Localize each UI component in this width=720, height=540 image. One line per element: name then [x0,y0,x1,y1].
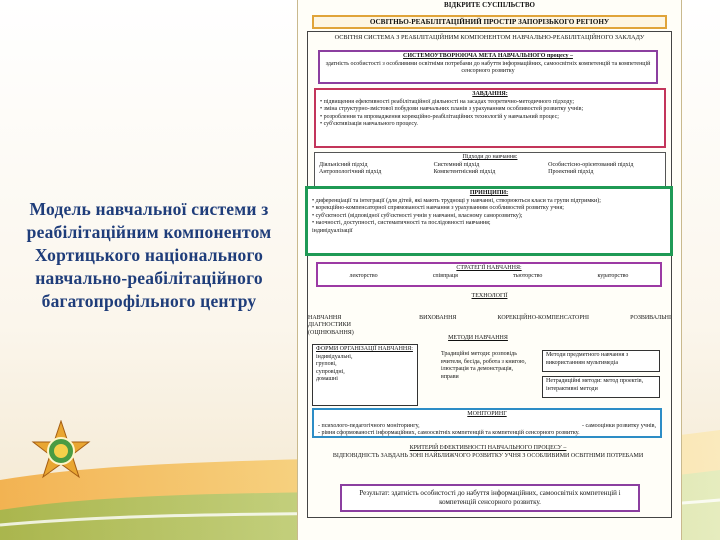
purpose-box [318,50,658,84]
strategy-item: кураторство [597,272,629,279]
center-emblem-logo [30,420,92,482]
strategies-box [316,262,662,287]
approach-item: Діяльнісний підхід [319,161,368,168]
strategies-title: СТРАТЕГІЇ НАВЧАННЯ: [456,265,522,271]
strategy-item: тьюторство [513,272,543,279]
approach-item: Системний підхід [433,161,480,168]
approach-item: Проектний підхід [548,169,594,176]
tasks-title: ЗАВДАННЯ: [472,91,508,97]
monitoring-item: - психолого-педагогічного моніторингу, [318,422,420,429]
technologies-block [298,292,681,334]
purpose-text: здатність особистості з особливими освітніми потребами до набуття інформаційних, самоосвітніх компетенцій та компетенцій сенсорного розвитку [325,60,651,75]
forms-title: ФОРМИ ОРГАНІЗАЦІЇ НАВЧАННЯ: [316,346,413,352]
model-diagram [297,0,682,540]
multimedia-methods-box: Методи предметного навчання з використанням мультимедіа [542,350,660,372]
task-item: • суб'єктивізація навчального процесу. [320,121,418,128]
approach-item: Особистісно-орієнтований підхід [548,161,634,168]
purpose-title: СИСТЕМОУТВОРЮЮЧА МЕТА НАВЧАЛЬНОГО процесу – [403,53,573,59]
forms-box [312,344,418,406]
monitoring-title: МОНІТОРИНГ [467,411,507,417]
technologies-title: ТЕХНОЛОГІЇ [471,293,508,299]
form-item: супровідні, [316,368,345,375]
form-item: домашні [316,376,338,383]
task-item: • розроблення та впровадження корекційно-реабілітаційних технологій у навчальний процес; [320,113,559,120]
principle-item: індивідуалізації [312,227,353,234]
result-title: Результат: [359,489,390,497]
technology-item: ВИХОВАННЯ [419,314,457,321]
result-box [340,484,640,512]
principles-box [305,186,673,256]
criteria-text: ВІДПОВІДНІСТЬ ЗАВДАНЬ ЗОНІ НАЙБЛИЖЧОГО РОЗВИТКУ УЧНЯ З ОСОБЛИВИМИ ОСВІТНІМИ ПОТРЕБАМИ [332,452,644,459]
task-item: • зміна структурно-змістової побудови навчальних планів з урахуванням особливостей розвитку учнів; [320,106,584,113]
regional-space-box: ОСВІТНЬО-РЕАБІЛІТАЦІЙНИЙ ПРОСТІР ЗАПОРІЗЬКОГО РЕГІОНУ [312,15,667,29]
open-society-heading: ВІДКРИТЕ СУСПІЛЬСТВО [444,1,535,9]
principle-item: • суб'єктності (відповідної суб'єктності учнів у навчанні, власному саморозвитку); [312,212,523,219]
tasks-box [314,88,666,148]
form-item: індивідуальні, [316,353,353,360]
principle-item: • диференціації та інтеграції (для дітей, які мають труднощі у навчанні, створюються класи та групи підтримки); [312,197,601,204]
technology-item: РОЗВИВАЛЬНІ [630,314,671,321]
monitoring-item: - самооцінки розвитку учнів, [581,422,656,429]
approach-item: Компетентнісний підхід [433,169,496,176]
approaches-box [314,152,666,188]
principle-item: • корекційно-компенсаторної спрямованості навчання з урахуванням особливостей розвитку учня; [312,205,564,212]
page-title: Модель навчальної системи з реабілітаційним компонентом Хортицького національного навчально-реабілітаційного багатопрофільного центру [26,199,272,311]
approaches-title: Підходи до навчання: [462,154,518,160]
principle-item: • наочності, доступності, систематичності та послідовності навчання; [312,220,491,227]
education-system-title: ОСВІТНЯ СИСТЕМА З РЕАБІЛІТАЦІЙНИМ КОМПОНЕНТОМ НАВЧАЛЬНО-РЕАБІЛІТАЦІЙНОГО ЗАКЛАДУ [334,34,645,41]
criteria-block [312,444,664,478]
task-item: • підвищення ефективності реабілітаційної діяльності на засадах теоретично-методичного підходу; [320,98,575,105]
criteria-title: КРИТЕРІЙ ЕФЕКТИВНОСТІ НАВЧАЛЬНОГО ПРОЦЕСУ – [409,445,567,451]
strategy-item: лекторство [349,272,378,279]
monitoring-box [312,408,662,438]
traditional-methods: Традиційні методи: розповідь вчителя, бесіда, робота з книгою, ілюстрація та демонстрація, вправи [441,351,527,380]
approach-item: Антропологічний підхід [319,169,382,176]
result-text: здатність особистості до набуття інформаційних, самоосвітніх компетенцій і компетенцій сенсорного розвитку. [391,489,621,506]
technology-item: НАВЧАННЯ ДІАГНОСТИКИ (ОЦІНЮВАННЯ) [308,314,354,336]
monitoring-item: - рівня сформованості інформаційних, самоосвітніх компетенцій та компетенцій сенсорного розвитку. [318,430,580,437]
technology-item: КОРЕКЦІЙНО-КОМПЕНСАТОРНІ [497,314,589,321]
methods-title: МЕТОДИ НАВЧАННЯ [448,335,508,341]
principles-title: ПРИНЦИПИ: [469,190,509,196]
strategy-item: співпраця [432,272,458,279]
form-item: групові, [316,361,337,368]
interactive-methods-box: Нетрадиційні методи: метод проектів, інтерактивні методи [542,376,660,398]
